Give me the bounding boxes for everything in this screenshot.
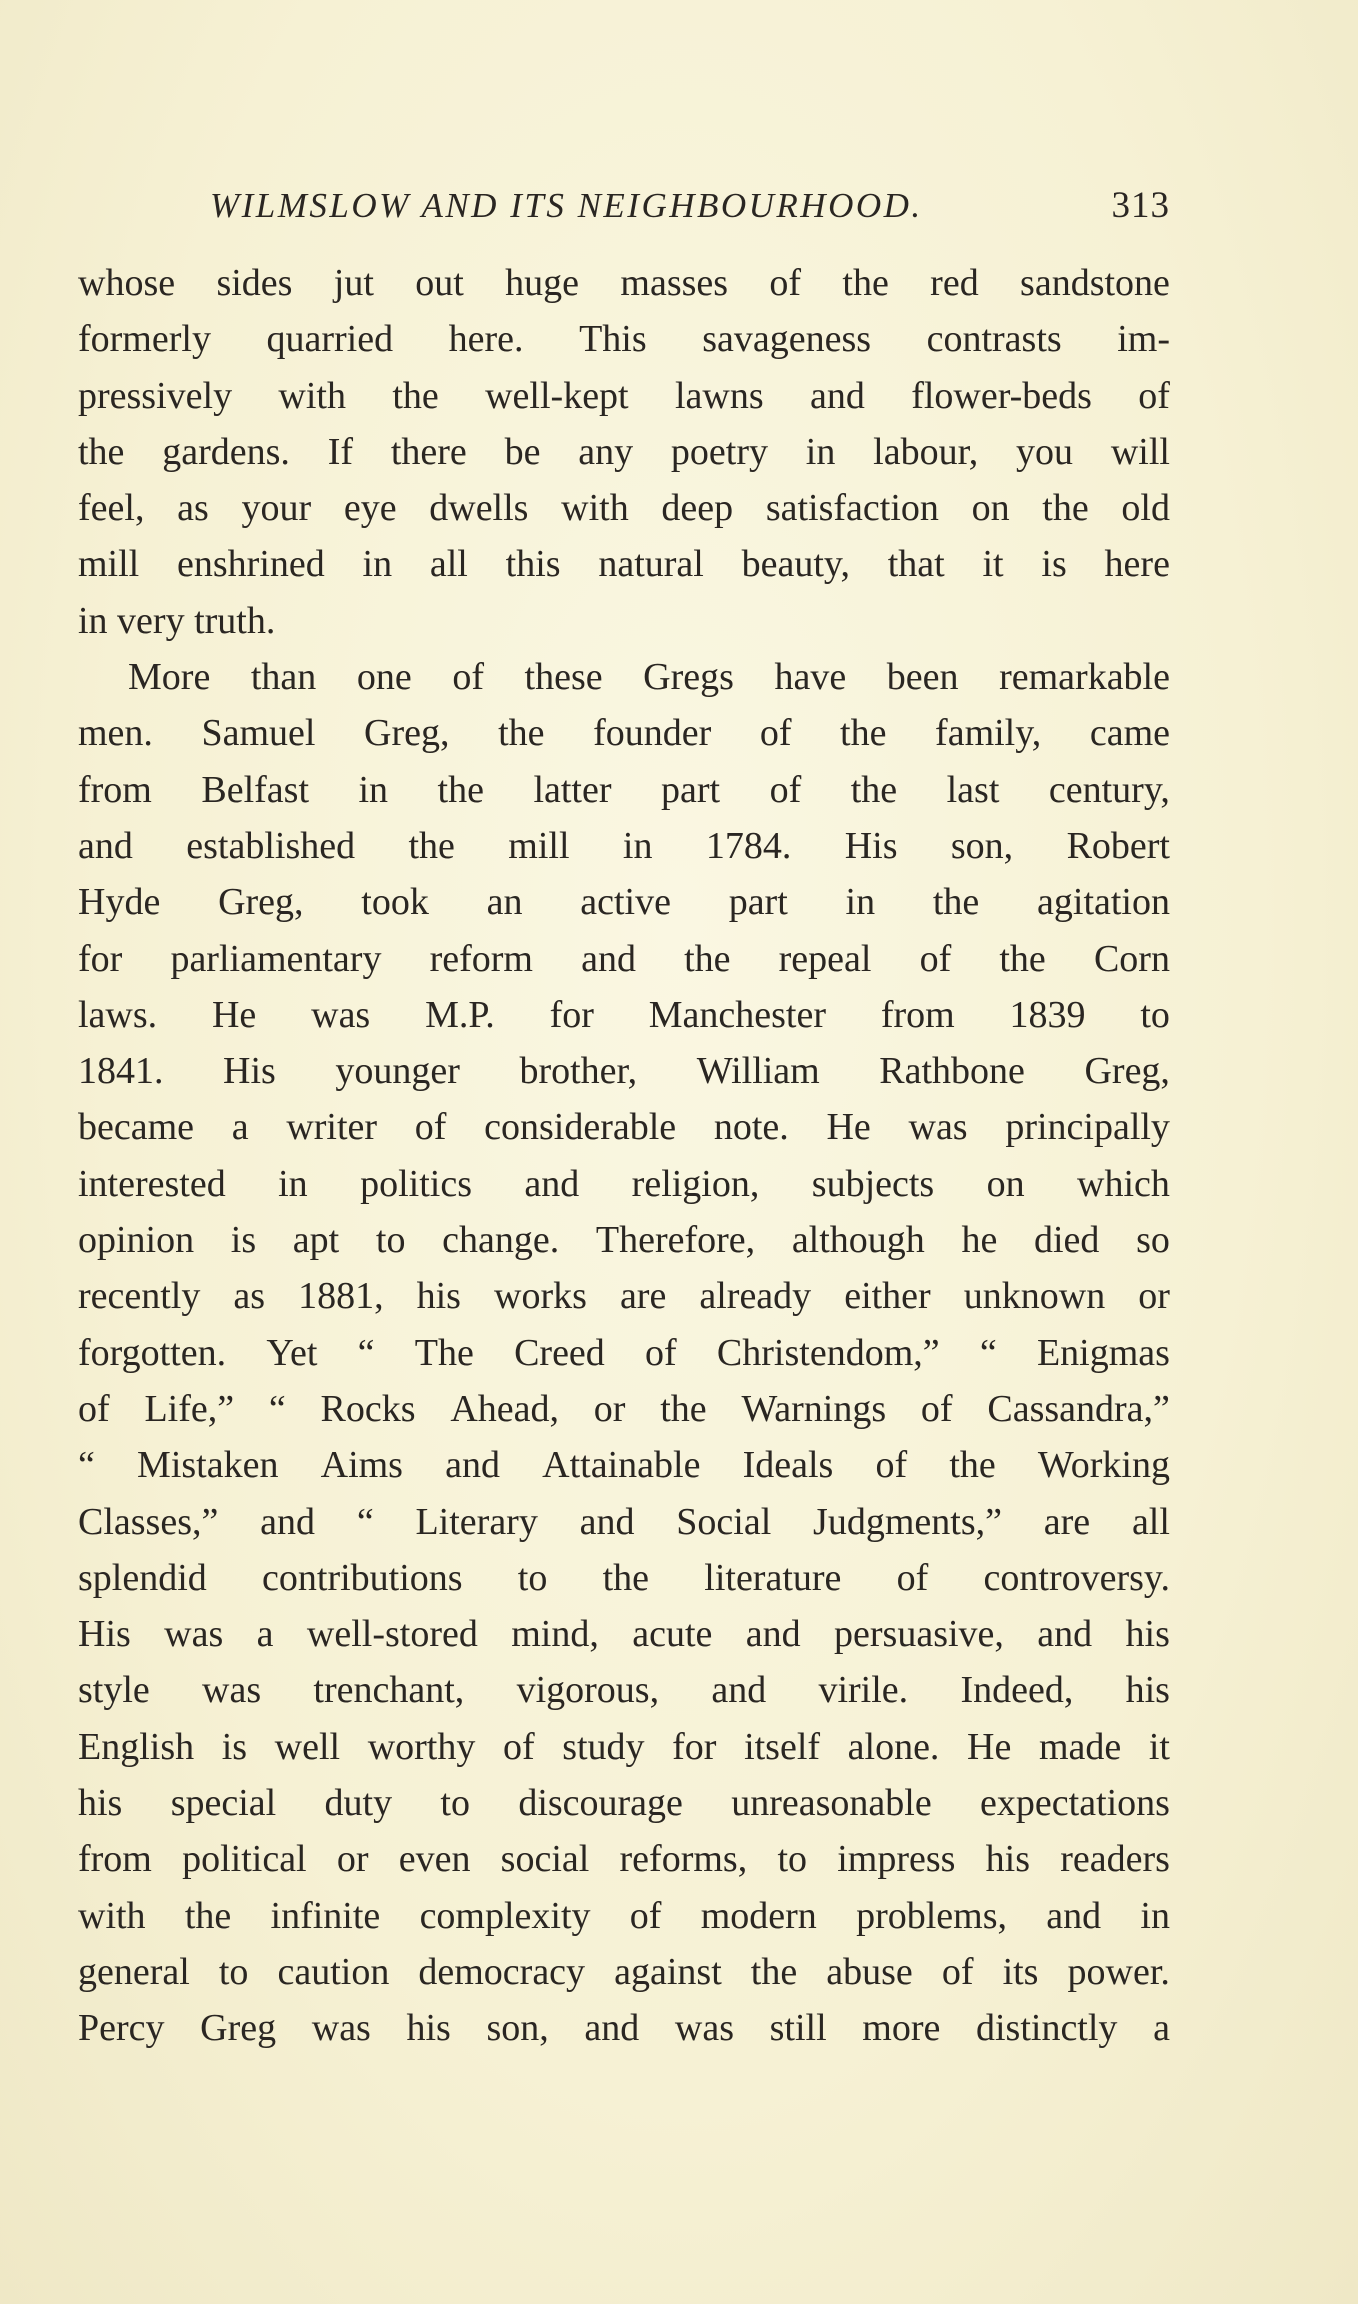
text-line: pressively with the well-kept lawns and flower-beds of [78, 374, 1170, 417]
text-line: formerly quarried here. This savageness contrasts im- [78, 318, 1170, 361]
text-line: mill enshrined in all this natural beauty, that it is here [78, 543, 1170, 586]
text-line: the gardens. If there be any poetry in labour, you will [78, 430, 1170, 473]
text-line: splendid contributions to the literature of controversy. [78, 1556, 1170, 1599]
text-line: His was a well-stored mind, acute and persuasive, and his [78, 1613, 1170, 1656]
running-title: WILMSLOW AND ITS NEIGHBOURHOOD. [210, 186, 923, 225]
page-number: 313 [1111, 185, 1170, 226]
text-line: of Life,” “ Rocks Ahead, or the Warnings of Cassandra,” [78, 1387, 1170, 1430]
text-line: Hyde Greg, took an active part in the agitation [78, 881, 1170, 924]
text-line: Classes,” and “ Literary and Social Judgments,” are all [78, 1500, 1170, 1543]
text-line: with the infinite complexity of modern problems, and in [78, 1894, 1170, 1937]
text-line: recently as 1881, his works are already either unknown or [78, 1275, 1170, 1318]
text-line: became a writer of considerable note. He was principally [78, 1106, 1170, 1149]
text-line: More than one of these Gregs have been remarkable [128, 656, 1170, 699]
running-head [78, 178, 1170, 234]
text-line: English is well worthy of study for itself alone. He made it [78, 1725, 1170, 1768]
text-line: men. Samuel Greg, the founder of the family, came [78, 712, 1170, 755]
text-line: laws. He was M.P. for Manchester from 1839 to [78, 993, 1170, 1036]
text-line: for parliamentary reform and the repeal of the Corn [78, 937, 1170, 980]
text-line: his special duty to discourage unreasonable expectations [78, 1782, 1170, 1825]
text-line: opinion is apt to change. Therefore, although he died so [78, 1219, 1170, 1262]
text-line: from political or even social reforms, to impress his readers [78, 1838, 1170, 1881]
text-line: Percy Greg was his son, and was still more distinctly a [78, 2007, 1170, 2050]
text-line: “ Mistaken Aims and Attainable Ideals of the Working [78, 1444, 1170, 1487]
text-line: whose sides jut out huge masses of the red sandstone [78, 262, 1170, 304]
text-line: feel, as your eye dwells with deep satisfaction on the old [78, 487, 1170, 530]
text-line: general to caution democracy against the abuse of its power. [78, 1950, 1170, 1993]
text-line: 1841. His younger brother, William Rathbone Greg, [78, 1050, 1170, 1093]
text-line: interested in politics and religion, subjects on which [78, 1162, 1170, 1205]
text-line: and established the mill in 1784. His son, Robert [78, 824, 1170, 867]
text-line: in very truth. [78, 599, 276, 642]
text-line: from Belfast in the latter part of the last century, [78, 768, 1170, 811]
body-text [78, 255, 1170, 2057]
text-line: style was trenchant, vigorous, and virile. Indeed, his [78, 1669, 1170, 1712]
text-line: forgotten. Yet “ The Creed of Christendom,” “ Enigmas [78, 1331, 1170, 1374]
